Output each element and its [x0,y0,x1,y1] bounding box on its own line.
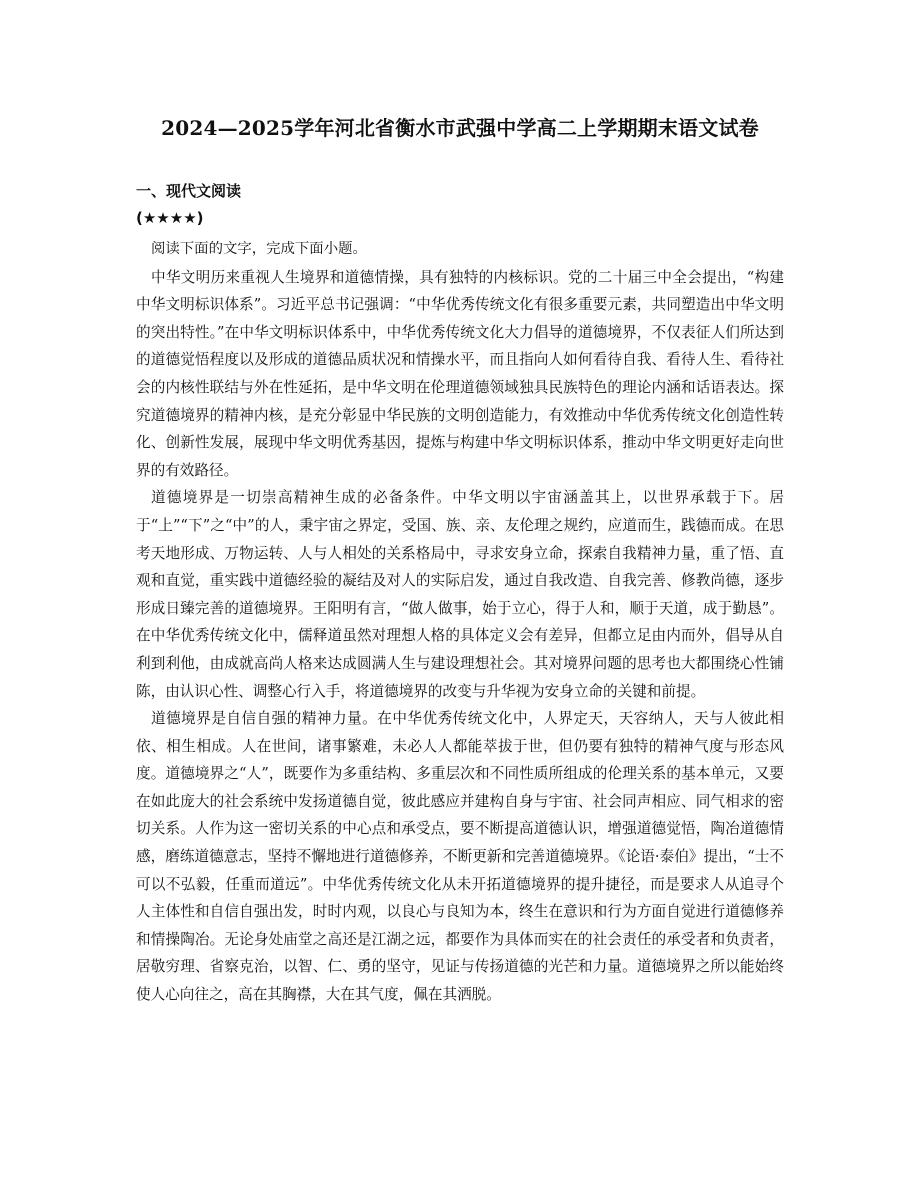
section-heading: 一、现代文阅读 [136,182,242,200]
reading-passage [136,236,784,1009]
exam-title: 2024—2025学年河北省衡水市武强中学高二上学期期末语文试卷 [161,116,759,140]
difficulty-stars: (★★★★) [136,209,204,227]
passage-paragraph-2: 道德境界是一切崇高精神生成的必备条件。中华文明以宇宙涵盖其上，以世界承载于下。居于“上”“下”之“中”的人，秉宇宙之界定，受国、族、亲、友伦理之规约，应道而生，践德而成。在思考天地形成、万物运转、人与人相处的关系格局中，寻求安身立命，探索自我精神力量，重了悟、直观和直觉，重实践中道德经验的凝结及对人的实际启发，通过自我改造、自我完善、修教尚德，逐步形成日臻完善的道德境界。王阳明有言，“做人做事，始于立心，得于人和，顺于天道，成于勤恳”。在中华优秀传统文化中，儒释道虽然对理想人格的具体定义会有差异，但都立足由内而外，倡导从自利到利他，由成就高尚人格来达成圆满人生与建设理想社会。其对境界问题的思考也大都围绕心性铺陈，由认识心性、调整心行入手，将道德境界的改变与升华视为安身立命的关键和前提。 [136,489,784,700]
instruction-text: 阅读下面的文字，完成下面小题。 [151,241,367,257]
passage-paragraph-3: 道德境界是自信自强的精神力量。在中华优秀传统文化中，人界定天，天容纳人，天与人彼此相依、相生相成。人在世间，诸事繁难，未必人人都能萃拔于世，但仍要有独特的精神气度与形态风度。道德境界之“人”，既要作为多重结构、多重层次和不同性质所组成的伦理关系的基本单元，又要在如此庞大的社会系统中发扬道德自觉，彼此感应并建构自身与宇宙、社会同声相应、同气相求的密切关系。人作为这一密切关系的中心点和承受点，要不断提高道德认识，增强道德觉悟，陶冶道德情感，磨练道德意志，坚持不懈地进行道德修养，不断更新和完善道德境界。《论语·泰伯》提出，“士不可以不弘毅，任重而道远”。中华优秀传统文化从未开拓道德境界的提升捷径，而是要求人从追寻个人主体性和自信自强出发，时时内观，以良心与良知为本，终生在意识和行为方面自觉进行道德修养和情操陶冶。无论身处庙堂之高还是江湖之远，都要作为具体而实在的社会责任的承受者和负责者，居敬穷理、省察克治，以智、仁、勇的坚守，见证与传扬道德的光芒和力量。道德境界之所以能始终使人心向往之，高在其胸襟，大在其气度，佩在其洒脱。 [136,710,784,1004]
passage-paragraph-1: 中华文明历来重视人生境界和道德情操，具有独特的内核标识。党的二十届三中全会提出，“构建中华文明标识体系”。习近平总书记强调：“中华优秀传统文化有很多重要元素，共同塑造出中华文明的突出特性。”在中华文明标识体系中，中华优秀传统文化大力倡导的道德境界，不仅表征人们所达到的道德觉悟程度以及形成的道德品质状况和情操水平，而且指向人如何看待自我、看待人生、看待社会的内核性联结与外在性延拓，是中华文明在伦理道德领域独具民族特色的理论内涵和话语表达。探究道德境界的精神内核，是充分彰显中华民族的文明创造能力，有效推动中华优秀传统文化创造性转化、创新性发展，展现中华文明优秀基因，提炼与构建中华文明标识体系，推动中华文明更好走向世界的有效路径。 [136,268,784,479]
